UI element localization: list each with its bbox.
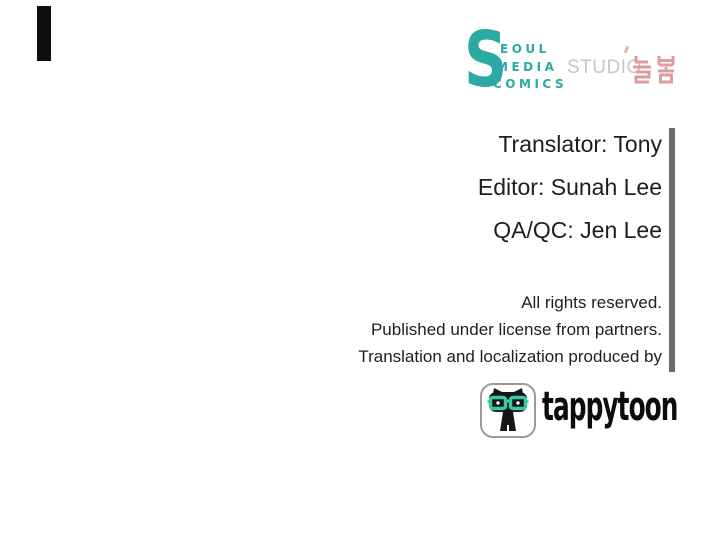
tappytoon-cat-icon [480,383,536,438]
credit-line-translator: Translator: Tony [498,131,662,157]
seoul-media-comics-line: COMICS [493,77,568,91]
vertical-rule-decor [669,128,675,372]
seoul-media-comics-line: EOUL [500,42,550,56]
studio-nulbom-hangul-wordmark [631,54,677,84]
legal-line-rights: All rights reserved. [521,293,662,312]
tappytoon-wordmark: tappytoon [542,384,678,430]
legal-block [358,289,662,370]
sparkle-icon [624,46,629,53]
credit-line-editor: Editor: Sunah Lee [477,174,662,200]
credits-block [478,131,662,260]
seoul-media-comics-line: MEDIA [496,59,558,74]
studio-wordmark: STUDIO [567,57,642,78]
seoul-media-comics-initial: S [464,16,508,105]
legal-line-produced-by: Translation and localization produced by [358,347,662,366]
credit-line-qaqc: QA/QC: Jen Lee [493,217,662,243]
seoul-media-comics-wordmark [493,41,568,94]
legal-line-license: Published under license from partners. [370,320,662,339]
panel-fragment-decor [37,6,51,61]
